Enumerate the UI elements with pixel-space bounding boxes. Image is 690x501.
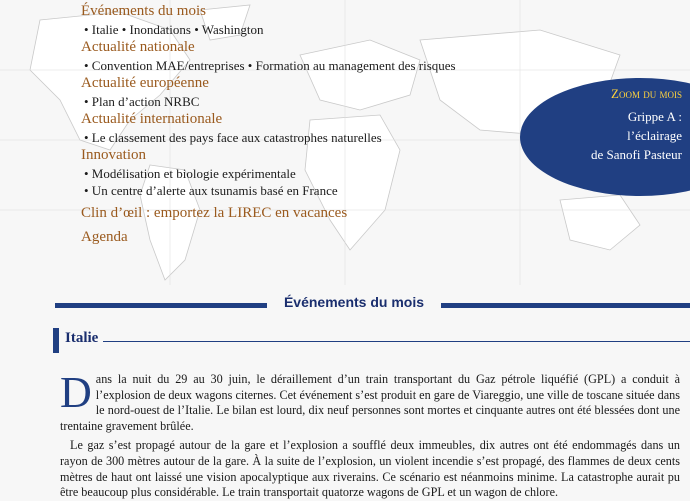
table-of-contents [81,2,561,247]
toc-section-title[interactable]: Actualité nationale [81,39,195,55]
toc-section-title[interactable]: Actualité internationale [81,111,223,127]
article-paragraph [60,368,680,434]
toc-section-title[interactable]: Innovation [81,147,146,163]
article-rule [103,341,690,342]
toc-item[interactable]: • Modélisation et biologie expérimentale [84,166,296,181]
article-title: Italie [65,330,99,346]
toc-extra-agenda[interactable]: Agenda [81,229,128,245]
article-body [60,368,680,501]
toc-item[interactable]: • Italie • Inondations • Washington [84,22,264,37]
paragraph-text: ans la nuit du 29 au 30 juin, le déraillement d’un train transportant du Gaz pétrole liquéfié (GPL) a conduit à l’explosion de deux wagons citernes. Cet événement s’est produit en gare de Viareggio, une ville de toscane située dans le nord-ouest de l’Italie. Le bilan est lourd, dix neuf personnes sont mortes et cinquante autres ont été blessées dont une trentaine gravement brûlée. [60,372,680,433]
zoom-line: Grippe A : [627,109,682,124]
section-heading-bar [55,292,690,314]
toc-item[interactable]: • Le classement des pays face aux catastrophes naturelles [84,130,382,145]
toc-item[interactable]: • Un centre d’alerte aux tsunamis basé en France [84,183,338,198]
zoom-line: de Sanofi Pasteur [591,147,682,162]
zoom-label: Zoom du mois [611,86,682,101]
toc-item[interactable]: • Plan d’action NRBC [84,94,200,109]
zoom-du-mois[interactable] [560,86,682,164]
section-heading: Événements du mois [267,292,441,312]
toc-item[interactable]: • Convention MAE/entreprises • Formation au management des risques [84,58,456,73]
article-heading [53,328,690,353]
toc-extra-clin-doeil[interactable]: Clin d’œil : emportez la LIREC en vacances [81,205,348,221]
zoom-line: l’éclairage [627,128,682,143]
toc-section-title[interactable]: Actualité européenne [81,75,209,91]
article-paragraph: Le gaz s’est propagé autour de la gare et l’explosion a soufflé deux immeubles, dix autres ont été endommagés dans un rayon de 300 mètres autour de la gare. À la suite de l’explosion, un violent incendie s’est propagé, des flammes de deux cents mètres de haut ont laissé une vision apocalyptique aux riverains. Ce scénario est néanmoins minime. La catastrophe aurait pu être beaucoup plus considérable. Le train transportait quatorze wagons de GPL et un wagon de chlore. [60,438,680,500]
toc-section-title[interactable]: Événements du mois [81,3,206,19]
drop-cap: D [60,368,92,417]
